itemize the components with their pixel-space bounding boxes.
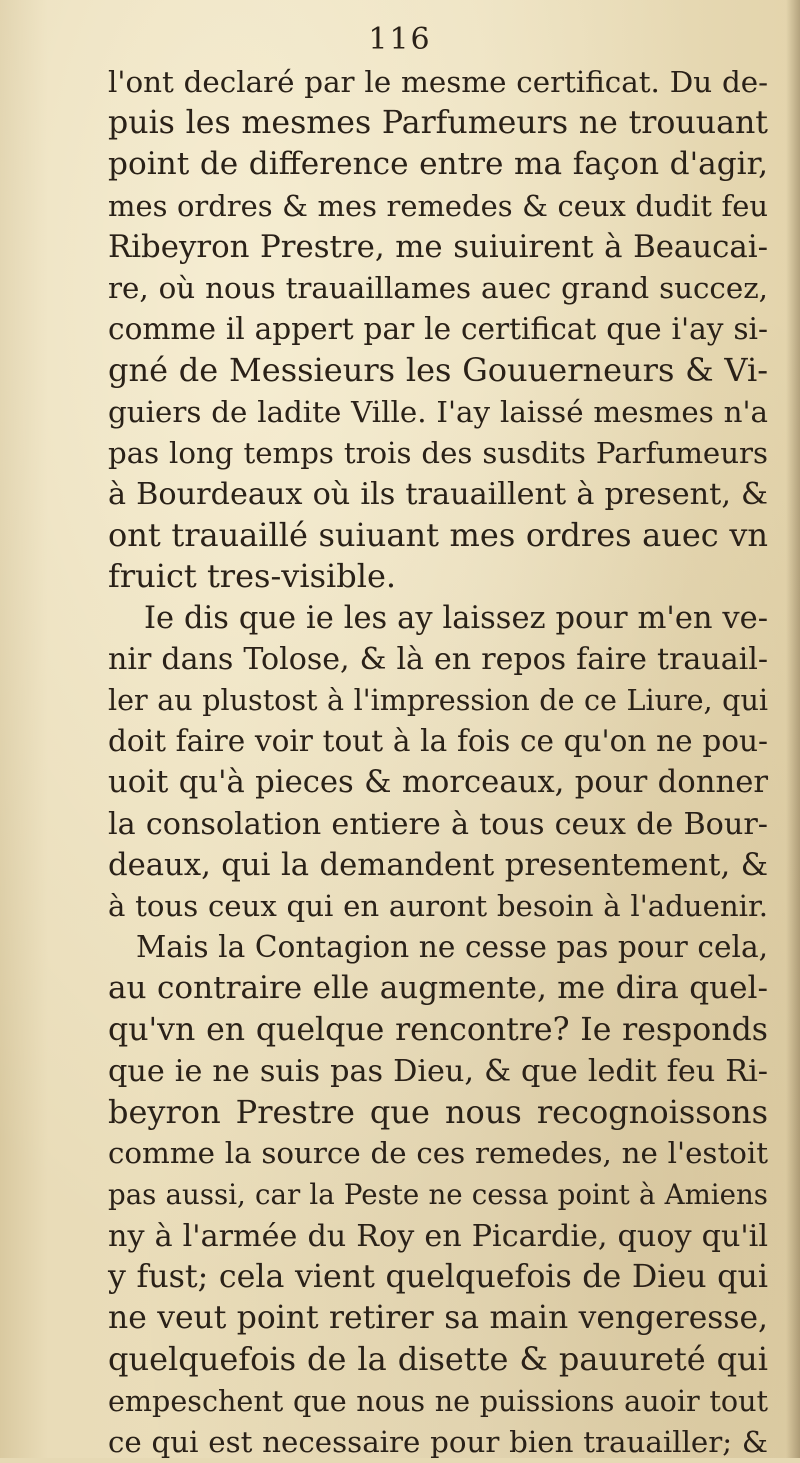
text-line: y fust; cela vient quelquefois de Dieu qui [108, 1258, 768, 1295]
text-line: Ribeyron Prestre, me suiuirent à Beaucai- [108, 228, 768, 265]
page-gutter-shadow [786, 0, 800, 1458]
text-line: ne veut point retirer sa main vengeresse, [108, 1300, 768, 1337]
text-line: deaux, qui la demandent presentement, & [108, 847, 768, 883]
text-line: Ie dis que ie les ay laissez pour m'en ve- [144, 600, 768, 636]
page-number: 116 [368, 22, 432, 57]
body-text [108, 62, 768, 1463]
text-line: gné de Messieurs les Gouuerneurs & Vi- [108, 351, 768, 390]
text-line: guiers de ladite Ville. I'ay laissé mesmes n'a [108, 394, 768, 429]
text-line: pas long temps trois des susdits Parfumeurs [108, 435, 768, 470]
text-line: comme la source de ces remedes, ne l'estoit [108, 1136, 768, 1171]
text-line: doit faire voir tout à la fois ce qu'on ne pou- [108, 724, 768, 759]
text-line: mes ordres & mes remedes & ceux dudit feu [108, 188, 768, 223]
text-line: l'ont declaré par le mesme certificat. Du de- [108, 65, 768, 99]
text-line: puis les mesmes Parfumeurs ne trouuant [108, 105, 768, 142]
text-line: empeschent que nous ne puissions auoir tout [108, 1383, 768, 1418]
text-line: ny à l'armée du Roy en Picardie, quoy qu'il [108, 1218, 768, 1254]
text-line: fruict tres-visible. [108, 557, 397, 596]
text-line: comme il appert par le certificat que i'ay si- [108, 312, 768, 347]
text-line: re, où nous trauaillames auec grand succez, [108, 271, 768, 306]
text-line: au contraire elle augmente, me dira quel- [108, 970, 768, 1007]
text-line: Mais la Contagion ne cesse pas pour cela, [136, 930, 768, 965]
text-line: pas aussi, car la Peste ne cessa point à Amiens [108, 1178, 768, 1212]
text-line: que ie ne suis pas Dieu, & que ledit feu Ri- [108, 1053, 768, 1089]
text-line: ont trauaillé suiuant mes ordres auec vn [108, 516, 768, 555]
text-line: uoit qu'à pieces & morceaux, pour donner [108, 765, 768, 801]
text-line: la consolation entiere à tous ceux de Bour- [108, 806, 768, 842]
text-line: ce qui est necessaire pour bien trauailler; & [108, 1424, 768, 1459]
text-line: quelquefois de la disette & pauureté qui [108, 1340, 768, 1379]
text-line: ler au plustost à l'impression de ce Liure, qui [108, 683, 768, 718]
text-line: à tous ceux qui en auront besoin à l'aduenir. [108, 889, 768, 924]
text-line: point de difference entre ma façon d'agir, [108, 146, 768, 183]
text-line: qu'vn en quelque rencontre? Ie responds [108, 1011, 768, 1048]
text-line: beyron Prestre que nous recognoissons [108, 1093, 768, 1132]
text-line: à Bourdeaux où ils trauaillent à present, & [108, 477, 768, 513]
text-line: nir dans Tolose, & là en repos faire trauail- [108, 641, 768, 677]
